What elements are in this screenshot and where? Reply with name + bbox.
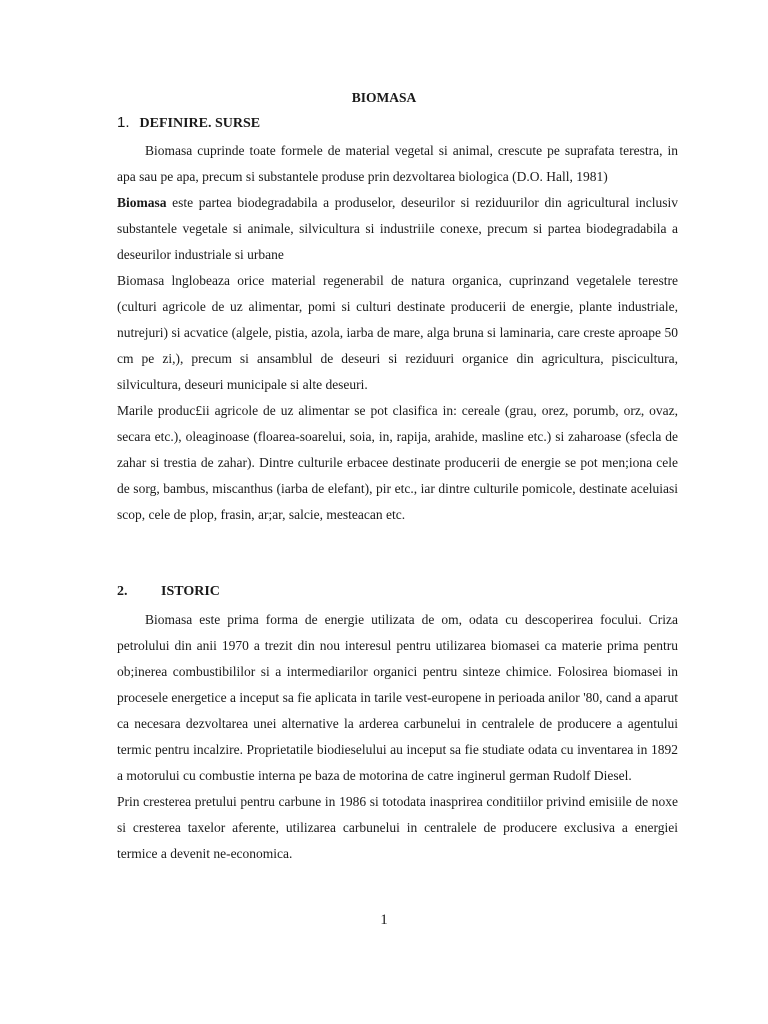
document-title: BIOMASA xyxy=(351,90,417,105)
paragraph: Biomasa cuprinde toate formele de material vegetal si animal, crescute pe suprafata terestra, in apa sau pe apa, precum si substantele produse prin dezvoltarea biologica (D.O. Hall, 1981) xyxy=(117,143,678,184)
section-number: 1. xyxy=(117,114,130,131)
section-heading-istoric xyxy=(117,584,220,600)
paragraph: Marile produc£ii agricole de uz alimentar se pot clasifica in: cereale (grau, orez, porumb, orz, ovaz, secara etc.), oleaginoase (floarea-soarelui, soia, in, rapija, arahide, masline etc.) si zaharoase (sfecla de zahar si trestia de zahar). Dintre culturile erbacee destinate producerii de energie se pot men;iona cele de sorg, bambus, miscanthus (iarba de elefant), pir etc., iar dintre culturile pomicole, destinate aceluiasi scop, cele de plop, frasin, ar;ar, salcie, mesteacan etc. xyxy=(117,403,678,522)
paragraph: Biomasa lnglobeaza orice material regenerabil de natura organica, cuprinzand vegetalele terestre (culturi agricole de uz alimentar, pomi si culturi destinate producerii de energie, plante industriale, nutrejuri) si acvatice (algele, pistia, azola, iarba de mare, alga bruna si laminaria, care creste aproape 50 cm pe zi,), precum si ansamblul de deseuri si reziduuri organice din agricultura, piscicultura, silvicultura, deseuri municipale si alte deseuri. xyxy=(117,273,678,392)
section-number: 2. xyxy=(117,584,128,599)
section-body-istoric xyxy=(117,607,678,867)
paragraph: Biomasa este prima forma de energie utilizata de om, odata cu descoperirea focului. Criza petrolului din anii 1970 a trezit din nou interesul pentru utilizarea biomasei ca materie prima pentru ob;inerea combustibililor si a intermediarilor organici pentru sinteze chimice. Folosirea biomasei in procesele energetice a inceput sa fie aplicata in tarile vest-europene in perioada anilor '80, cand a aparut ca necesara dezvoltarea unei alternative la arderea carbunelui in centralele de producere a agentului termic pentru incalzire. Proprietatile biodieselului au inceput sa fie studiate odata cu inventarea in 1892 a motorului cu combustie interna pe baza de motorina de catre inginerul german Rudolf Diesel. xyxy=(117,612,678,783)
section-heading-text: ISTORIC xyxy=(161,584,220,599)
page-number: 1 xyxy=(380,912,388,928)
paragraph-text: este partea biodegradabila a produselor, deseurilor si reziduurilor din agricultural inclusiv substantele vegetale si animale, silvicultura si industriile conexe, precum si partea biodegradabila a deseurilor industriale si urbane xyxy=(117,195,678,262)
section-body-definire xyxy=(117,138,678,554)
paragraph: Prin cresterea pretului pentru carbune in 1986 si totodata inasprirea conditiilor privind emisiile de noxe si cresterea taxelor aferente, utilizarea carbunelui in centralele de producere exclusiva a energiei termice a devenit ne-economica. xyxy=(117,794,678,861)
section-heading-text: DEFINIRE. SURSE xyxy=(139,116,261,131)
paragraph xyxy=(117,190,678,268)
bold-term: Biomasa xyxy=(117,195,167,210)
section-heading-definire xyxy=(117,114,260,132)
